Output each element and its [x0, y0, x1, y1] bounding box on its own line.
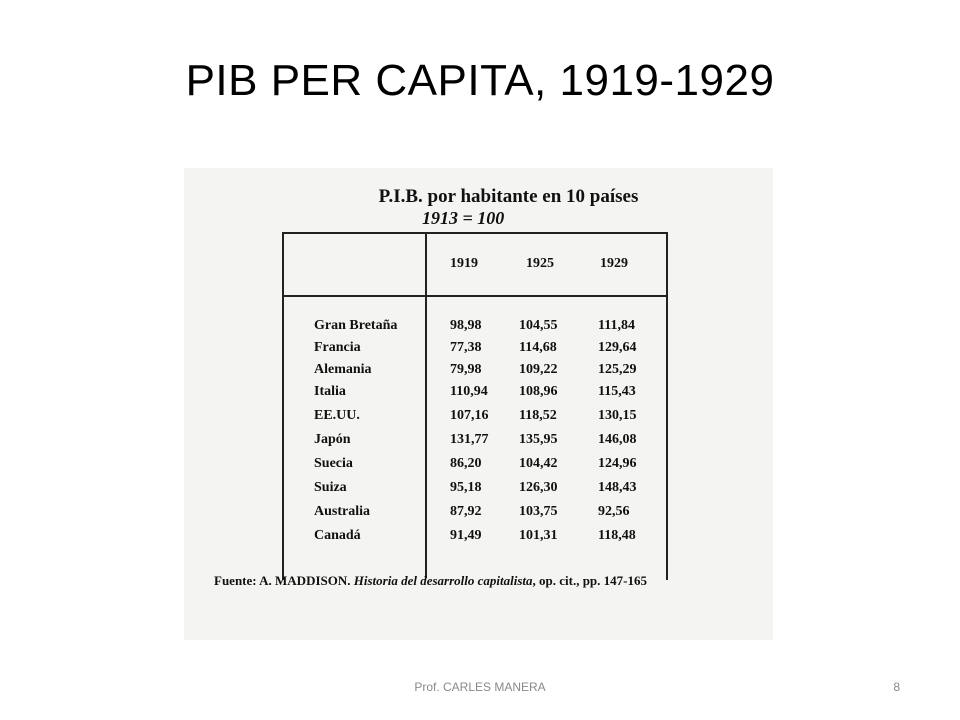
value-1919: 87,92: [450, 504, 482, 519]
value-1929: 115,43: [598, 384, 636, 399]
value-1929: 148,43: [598, 480, 637, 495]
table-title: [184, 186, 773, 208]
value-1919: 98,98: [450, 318, 482, 333]
source-prefix: Fuente: A. MADDISON.: [214, 573, 351, 588]
value-1929: 124,96: [598, 456, 637, 471]
value-1925: 135,95: [519, 432, 558, 447]
slide-title: PIB PER CAPITA, 1919-1929: [185, 56, 775, 105]
country-name: Francia: [314, 340, 361, 355]
table-row: [184, 528, 773, 550]
table-row: [184, 362, 773, 384]
value-1925: 126,30: [519, 480, 558, 495]
column-header-1929: 1929: [600, 256, 628, 271]
value-1929: 92,56: [598, 504, 630, 519]
column-header-1919: 1919: [450, 256, 478, 271]
country-name: Suecia: [314, 456, 353, 471]
value-1925: 104,55: [519, 318, 558, 333]
value-1929: 130,15: [598, 408, 637, 423]
country-name: EE.UU.: [314, 408, 360, 423]
value-1925: 101,31: [519, 528, 558, 543]
value-1919: 77,38: [450, 340, 482, 355]
table-row: [184, 408, 773, 430]
value-1929: 125,29: [598, 362, 637, 377]
value-1929: 111,84: [598, 318, 635, 333]
table-row: [184, 456, 773, 478]
country-name: Italia: [314, 384, 346, 399]
table-row: [184, 384, 773, 406]
country-name: Suiza: [314, 480, 347, 495]
table-source-note: [214, 573, 647, 589]
country-name: Australia: [314, 504, 370, 519]
value-1925: 109,22: [519, 362, 558, 377]
value-1919: 91,49: [450, 528, 482, 543]
source-suffix: , op. cit., pp. 147-165: [532, 573, 647, 588]
value-1919: 131,77: [450, 432, 489, 447]
country-name: Gran Bretaña: [314, 318, 398, 333]
table-header-divider: [282, 295, 666, 297]
source-title: Historia del desarrollo capitalista: [353, 573, 533, 588]
slide-footer: Prof. CARLES MANERA: [414, 680, 546, 694]
value-1925: 114,68: [519, 340, 557, 355]
table-row: [184, 318, 773, 340]
scanned-table-image: [184, 168, 773, 640]
table-row: [184, 432, 773, 454]
table-title-text: P.I.B. por habitante en 10 países: [378, 186, 639, 207]
column-header-1925: 1925: [526, 256, 554, 271]
value-1925: 108,96: [519, 384, 558, 399]
table-row: [184, 340, 773, 362]
country-name: Japón: [314, 432, 351, 447]
value-1919: 95,18: [450, 480, 482, 495]
value-1929: 146,08: [598, 432, 637, 447]
value-1925: 118,52: [519, 408, 557, 423]
country-name: Canadá: [314, 528, 361, 543]
slide-number: 8: [893, 680, 900, 694]
table-row: [184, 480, 773, 502]
value-1925: 104,42: [519, 456, 558, 471]
value-1925: 103,75: [519, 504, 558, 519]
table-row: [184, 504, 773, 526]
value-1919: 79,98: [450, 362, 482, 377]
country-name: Alemania: [314, 362, 372, 377]
value-1929: 129,64: [598, 340, 637, 355]
value-1919: 86,20: [450, 456, 482, 471]
value-1919: 110,94: [450, 384, 488, 399]
value-1919: 107,16: [450, 408, 489, 423]
value-1929: 118,48: [598, 528, 636, 543]
table-subtitle: 1913 = 100: [422, 208, 505, 228]
